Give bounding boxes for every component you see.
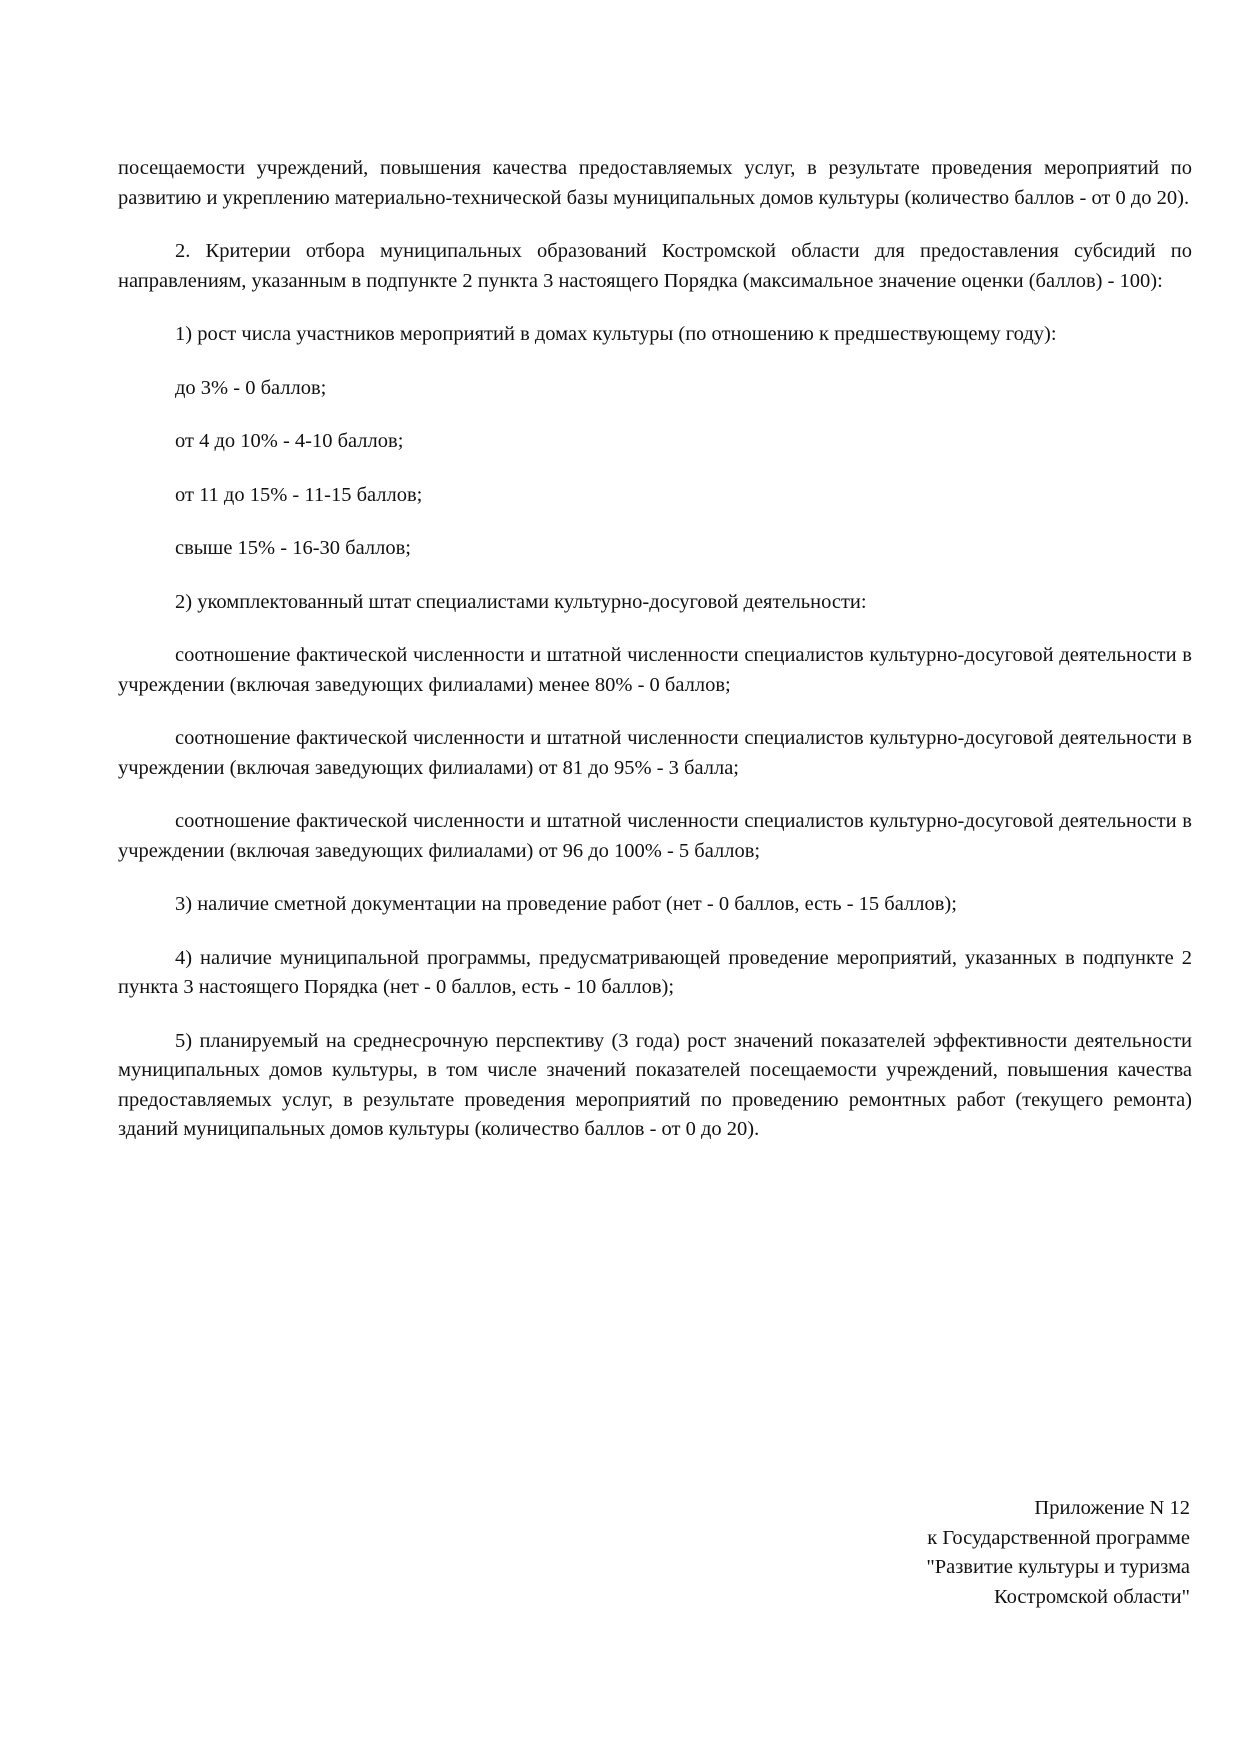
paragraph: 4) наличие муниципальной программы, предусматривающей проведение мероприятий, указанных в подпункте 2 пункта 3 настоящего Порядка (нет - 0 баллов, есть - 10 баллов); xyxy=(118,946,1192,998)
appendix-title: Приложение N 12 xyxy=(1034,1497,1190,1519)
paragraph: соотношение фактической численности и штатной численности специалистов культурно-досуговой деятельности в учреждении (включая заведующих филиалами) менее 80% - 0 баллов; xyxy=(118,644,1192,696)
paragraph: до 3% - 0 баллов; xyxy=(175,376,327,399)
paragraph: посещаемости учреждений, повышения качества предоставляемых услуг, в результате проведения мероприятий по развитию и укреплению материально-технической базы муниципальных домов культуры (количество баллов - от 0 до 20). xyxy=(118,157,1192,209)
paragraph: от 4 до 10% - 4-10 баллов; xyxy=(175,430,404,452)
paragraph: 3) наличие сметной документации на проведение работ (нет - 0 баллов, есть - 15 баллов); xyxy=(175,893,957,915)
paragraph: от 11 до 15% - 11-15 баллов; xyxy=(175,483,423,506)
paragraph: соотношение фактической численности и штатной численности специалистов культурно-досуговой деятельности в учреждении (включая заведующих филиалами) от 81 до 95% - 3 балла; xyxy=(118,727,1192,779)
paragraph: свыше 15% - 16-30 баллов; xyxy=(175,537,411,559)
paragraph: 2. Критерии отбора муниципальных образований Костромской области для предоставления субсидий по направлениям, указанным в подпункте 2 пункта 3 настоящего Порядка (максимальное значение оценки (баллов) - 100): xyxy=(118,240,1192,292)
appendix-header xyxy=(926,1494,1190,1612)
paragraph: соотношение фактической численности и штатной численности специалистов культурно-досуговой деятельности в учреждении (включая заведующих филиалами) от 96 до 100% - 5 баллов; xyxy=(118,810,1192,862)
paragraph: 5) планируемый на среднесрочную перспективу (3 года) рост значений показателей эффективности деятельности муниципальных домов культуры, в том числе значений показателей посещаемости учреждений, повышения качества предоставляемых услуг, в результате проведения мероприятий по проведению ремонтных работ (текущего ремонта) зданий муниципальных домов культуры (количество баллов - от 0 до 20). xyxy=(118,1029,1192,1140)
paragraph: 2) укомплектованный штат специалистами культурно-досуговой деятельности: xyxy=(175,590,867,613)
appendix-line: "Развитие культуры и туризма xyxy=(926,1556,1190,1578)
appendix-line: Костромской области" xyxy=(993,1585,1190,1608)
appendix-line: к Государственной программе xyxy=(927,1526,1190,1549)
document-body xyxy=(118,154,1192,1169)
paragraph: 1) рост числа участников мероприятий в домах культуры (по отношению к предшествующему году): xyxy=(175,323,1057,345)
